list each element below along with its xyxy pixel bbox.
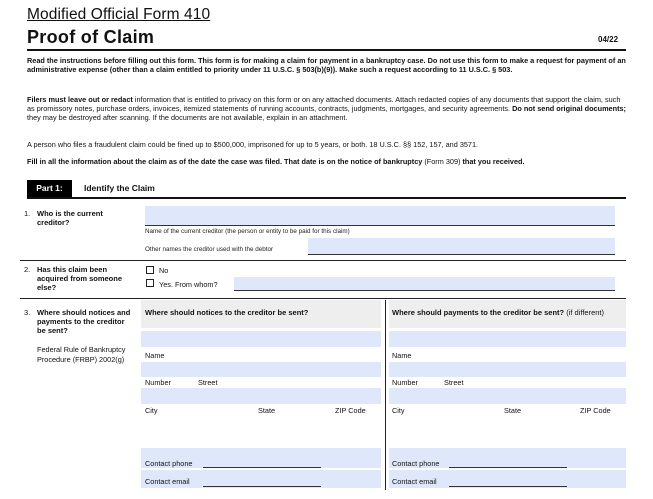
no-label: No [159, 266, 169, 275]
frbp-note: Federal Rule of Bankruptcy Procedure (FRBP) 2002(g) [37, 345, 126, 364]
yes-checkbox[interactable] [146, 279, 154, 287]
payments-heading [392, 308, 622, 317]
payments-name-label: Name [392, 351, 412, 360]
page-title: Proof of Claim [27, 27, 155, 47]
payments-email-label: Contact email [392, 477, 437, 486]
q2-number: 2. [24, 265, 31, 274]
redaction-paragraph [27, 95, 627, 123]
notices-city-label: City [145, 406, 158, 415]
notices-number-label: Number [145, 378, 171, 387]
payments-heading-note: (if different) [566, 308, 604, 317]
form-name: Modified Official Form 410 [27, 6, 211, 23]
payments-heading-text: Where should payments to the creditor be sent? [392, 308, 565, 317]
payments-city-label: City [392, 406, 405, 415]
fill-instructions-lead: Fill in all the information about the claim as of the date the case was filed. That date is on the notice of bankruptcy [27, 157, 425, 166]
payments-name-2-input[interactable] [389, 362, 626, 377]
part-1-title: Identify the Claim [84, 183, 155, 193]
payments-name-input[interactable] [389, 331, 626, 347]
payments-phone-input[interactable] [449, 456, 567, 468]
fill-instructions-tail: that you received. [460, 157, 525, 166]
notices-name-2-input[interactable] [141, 362, 381, 377]
other-names-label: Other names the creditor used with the debtor [145, 246, 274, 253]
part-1-rule [27, 197, 626, 199]
redaction-body: information that is entitled to privacy on this form or on any attached documents. Attach redacted copies of any documents that support the claim, such as promissory notes, purchase orders, invoices, itemized statements of running accounts, contracts, judgments, mortgages, and security agreements. [27, 95, 621, 114]
q3-question: Where should notices and payments to the creditor be sent? [37, 308, 131, 335]
payments-state-label: State [504, 406, 522, 415]
payments-phone-label: Contact phone [392, 459, 440, 468]
yes-label: Yes. From whom? [159, 280, 218, 289]
form-309-ref: (Form 309) [424, 157, 461, 166]
q1-number: 1. [24, 209, 31, 218]
payments-number-label: Number [392, 378, 418, 387]
notices-state-label: State [258, 406, 276, 415]
notices-phone-label: Contact phone [145, 459, 193, 468]
payments-email-input[interactable] [449, 475, 567, 487]
column-divider [385, 300, 386, 490]
from-whom-input[interactable] [234, 277, 615, 291]
notices-street-label: Street [198, 378, 218, 387]
creditor-name-hint: Name of the current creditor (the person or entity to be paid for this claim) [145, 228, 350, 235]
notices-name-label: Name [145, 351, 165, 360]
q1-question: Who is the current creditor? [37, 209, 103, 227]
notices-street-input[interactable] [141, 388, 381, 404]
form-revision-date: 04/22 [598, 35, 619, 44]
notices-name-input[interactable] [141, 331, 381, 347]
q3-number: 3. [24, 308, 31, 317]
payments-street-input[interactable] [389, 388, 626, 404]
title-rule [27, 49, 626, 51]
creditor-name-input[interactable] [145, 206, 615, 226]
notices-email-label: Contact email [145, 477, 190, 486]
q2-divider [20, 298, 626, 299]
notices-heading: Where should notices to the creditor be sent? [145, 308, 309, 317]
instructions-paragraph: Read the instructions before filling out this form. This form is for making a claim for payment in a bankruptcy case. Do not use this form to make a request for payment of an administrative expense (other than a claim entitled to priority under 11 U.S.C. § 503(b)(9)). Make such a request according to 11 U.S.C. § 503. [27, 56, 626, 75]
notices-zip-label: ZIP Code [335, 406, 366, 415]
notices-email-input[interactable] [203, 475, 321, 487]
redaction-lead: Filers must leave out or redact [27, 95, 133, 104]
notices-phone-input[interactable] [203, 456, 321, 468]
fill-instructions [27, 157, 627, 166]
redaction-tail: they may be destroyed after scanning. If the documents are not available, explain in an attachment. [27, 113, 348, 123]
payments-street-label: Street [444, 378, 464, 387]
q2-question: Has this claim been acquired from someone else? [37, 265, 123, 292]
part-1-label: Part 1: [27, 180, 72, 197]
q1-divider [20, 260, 626, 261]
fraud-warning: A person who files a fraudulent claim could be fined up to $500,000, imprisoned for up to 5 years, or both. 18 U.S.C. §§ 152, 157, and 3571. [27, 140, 479, 149]
payments-zip-label: ZIP Code [580, 406, 611, 415]
redaction-warning: Do not send original documents; [512, 104, 626, 114]
other-names-input[interactable] [308, 238, 615, 255]
no-checkbox[interactable] [146, 266, 154, 274]
